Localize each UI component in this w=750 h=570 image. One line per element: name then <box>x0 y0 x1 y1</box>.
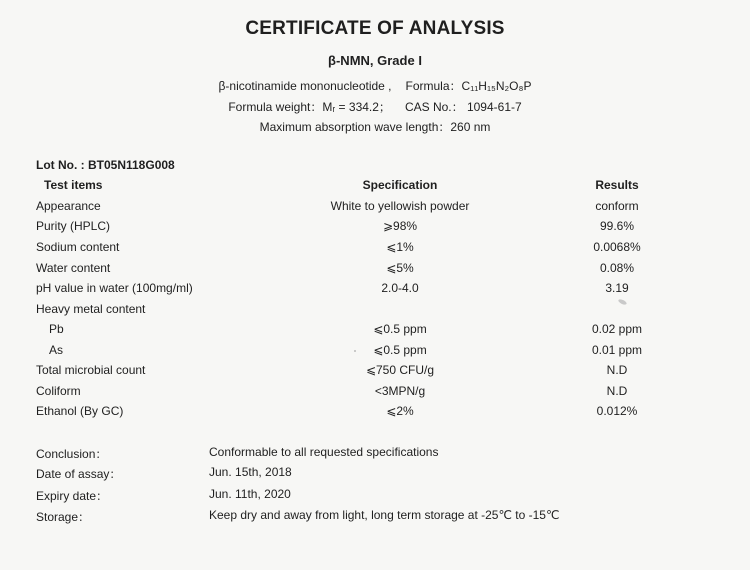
expiry-date-label: Expiry date： <box>36 489 109 503</box>
row-item: Sodium content <box>36 240 120 254</box>
table-row <box>0 363 750 383</box>
row-result: conform <box>595 199 639 213</box>
table-row <box>0 302 750 322</box>
row-spec: ⩽5% <box>386 261 414 275</box>
row-item: Purity (HPLC) <box>36 219 111 233</box>
header-specification: Specification <box>362 178 438 192</box>
row-spec: ⩽2% <box>386 404 414 418</box>
row-spec: 2.0-4.0 <box>381 281 419 295</box>
storage-value: Keep dry and away from light, long term storage at -25℃ to -15℃ <box>209 508 560 522</box>
table-header <box>0 178 750 198</box>
lot-number: Lot No. : BT05N118G008 <box>36 158 175 172</box>
row-result: 3.19 <box>605 281 629 295</box>
table-row <box>0 384 750 404</box>
formula-weight: Formula weight：Mᵣ = 334.2； <box>228 100 391 114</box>
table-row <box>0 322 750 342</box>
row-item: Heavy metal content <box>36 302 146 316</box>
row-result: 0.01 ppm <box>591 343 643 357</box>
row-item: Total microbial count <box>36 363 146 377</box>
document-title: CERTIFICATE OF ANALYSIS <box>245 18 505 39</box>
table-row <box>0 404 750 424</box>
table-row <box>0 240 750 260</box>
row-item: Appearance <box>36 199 101 213</box>
row-item: Coliform <box>36 384 81 398</box>
row-spec: ⩽1% <box>386 240 414 254</box>
conclusion-label: Conclusion： <box>36 447 108 461</box>
row-result: 0.08% <box>599 261 635 275</box>
row-item: As <box>49 343 64 357</box>
row-result: 99.6% <box>599 219 635 233</box>
table-row <box>0 281 750 301</box>
row-spec: ⩾98% <box>382 219 418 233</box>
product-name-line <box>0 77 750 94</box>
expiry-date-value: Jun. 11th, 2020 <box>209 487 291 501</box>
row-item: Pb <box>49 322 64 336</box>
row-spec: ⩽750 CFU/g <box>365 363 435 377</box>
cas-number: CAS No.： 1094-61-7 <box>404 100 522 114</box>
row-spec: ⩽0.5 ppm <box>373 343 427 357</box>
row-result: 0.0068% <box>593 240 641 254</box>
scan-dot <box>354 350 356 352</box>
chemical-name: β-nicotinamide mononucleotide , <box>218 79 392 93</box>
conclusion-value: Conformable to all requested specifications <box>209 445 439 459</box>
chemical-formula: Formula：C₁₁H₁₅N₂O₈P <box>405 79 532 93</box>
table-row <box>0 343 750 363</box>
row-spec: <3MPN/g <box>374 384 426 398</box>
row-item: Ethanol (By GC) <box>36 404 124 418</box>
weight-cas-line <box>0 98 750 115</box>
row-item: Water content <box>36 261 111 275</box>
row-result: N.D <box>606 384 628 398</box>
storage-label: Storage： <box>36 510 91 524</box>
table-row <box>0 219 750 239</box>
product-subtitle: β-NMN, Grade I <box>328 53 422 68</box>
header-results: Results <box>595 178 639 192</box>
assay-date-label: Date of assay： <box>36 467 122 481</box>
table-row <box>0 261 750 281</box>
assay-date-value: Jun. 15th, 2018 <box>209 465 292 479</box>
row-spec: ⩽0.5 ppm <box>373 322 427 336</box>
row-result: 0.02 ppm <box>591 322 643 336</box>
header-test-items: Test items <box>44 178 103 192</box>
row-result: 0.012% <box>596 404 638 418</box>
absorption-line: Maximum absorption wave length：260 nm <box>259 120 491 134</box>
row-spec: White to yellowish powder <box>330 199 470 213</box>
row-result: N.D <box>606 363 628 377</box>
row-item: pH value in water (100mg/ml) <box>36 281 193 295</box>
table-row <box>0 199 750 219</box>
